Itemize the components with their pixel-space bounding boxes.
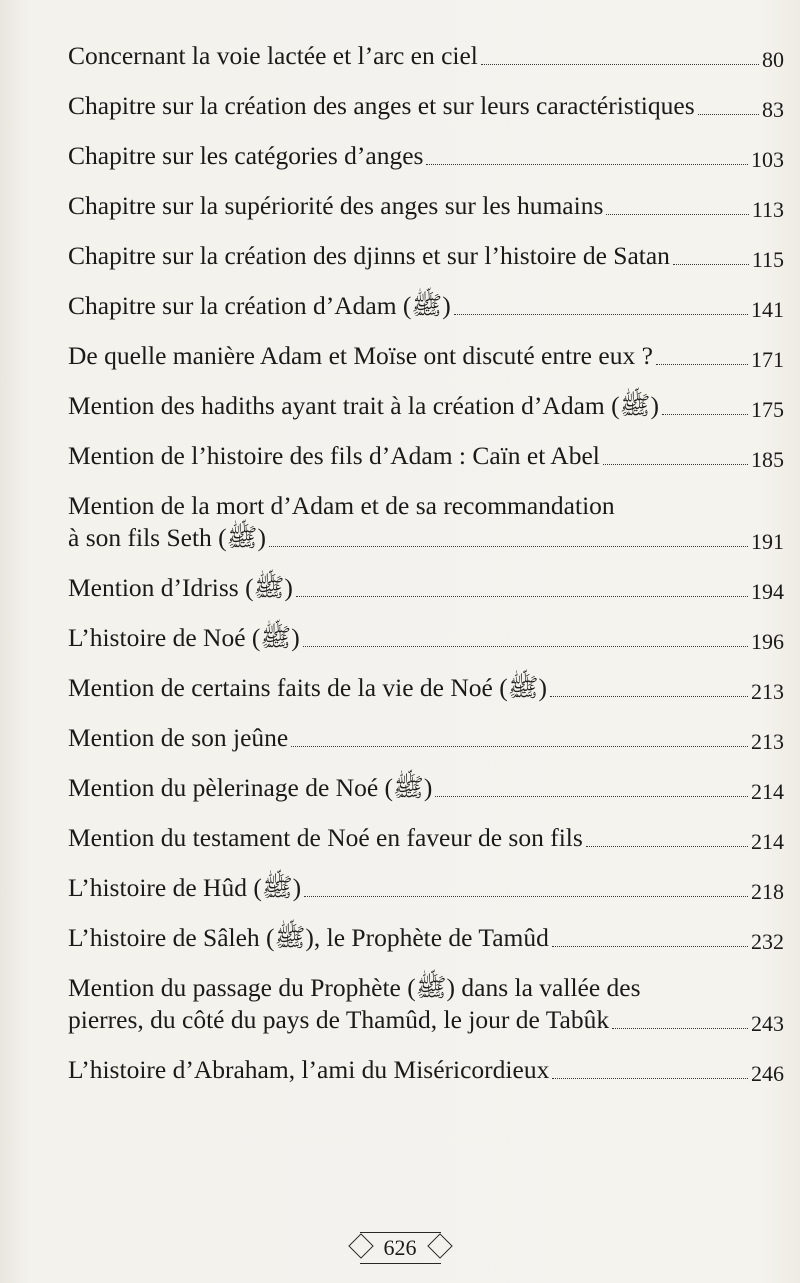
toc-entry [68,90,784,122]
toc-entry [68,622,784,654]
page-footer [0,1232,800,1264]
toc-entry-page: 185 [751,447,784,472]
toc-entry [68,390,784,422]
toc-entry-page: 214 [751,779,784,804]
dot-leader [303,646,748,647]
toc-entry [68,772,784,804]
toc-entry [68,490,784,554]
toc-entry [68,140,784,172]
toc-entry [68,240,784,272]
toc-entry-page: 232 [751,929,784,954]
toc-entry-page: 246 [751,1061,784,1086]
toc-entry-title: Mention du testament de Noé en faveur de son fils [68,823,583,852]
table-of-contents [68,40,784,1104]
toc-entry-page: 196 [751,629,784,654]
toc-entry-page: 194 [751,579,784,604]
toc-entry-page: 103 [751,147,784,172]
toc-entry-page: 218 [751,879,784,904]
dot-leader [586,846,748,847]
toc-entry-title: Chapitre sur la création d’Adam (ﷺ) [68,291,451,320]
toc-entry-title: L’histoire de Noé (ﷺ) [68,623,300,652]
toc-entry [68,722,784,754]
toc-entry-page: 214 [751,829,784,854]
toc-entry-page: 171 [751,347,784,372]
toc-entry [68,872,784,904]
toc-entry-page: 175 [751,397,784,422]
dot-leader [481,64,759,65]
dot-leader [673,264,749,265]
toc-entry [68,290,784,322]
dot-leader [291,746,748,747]
toc-entry-title: L’histoire de Hûd (ﷺ) [68,873,302,902]
toc-entry [68,40,784,72]
toc-entry [68,340,784,372]
toc-entry-page: 141 [751,297,784,322]
dot-leader [698,114,759,115]
dot-leader [269,546,748,547]
toc-entry [68,922,784,954]
dot-leader [662,414,748,415]
toc-entry-page: 213 [751,729,784,754]
toc-entry-title: Mention de l’histoire des fils d’Adam : Caïn et Abel [68,441,600,470]
page-number: 626 [360,1232,441,1264]
dot-leader [552,946,748,947]
toc-entry-title-line2: à son fils Seth (ﷺ) [68,523,266,552]
toc-entry-page: 191 [751,529,784,554]
dot-leader [454,314,748,315]
dot-leader [435,796,748,797]
dot-leader [304,896,748,897]
toc-entry-page: 80 [762,47,784,72]
toc-entry-title-line2: pierres, du côté du pays de Thamûd, le jour de Tabûk [68,1005,610,1034]
dot-leader [603,464,748,465]
toc-entry-title: Mention des hadiths ayant trait à la création d’Adam (ﷺ) [68,391,659,420]
dot-leader [612,1028,748,1029]
toc-entry [68,822,784,854]
dot-leader [552,1078,748,1079]
toc-entry-page: 243 [751,1011,784,1036]
toc-entry [68,672,784,704]
toc-entry-title: L’histoire de Sâleh (ﷺ), le Prophète de Tamûd [68,923,549,952]
toc-entry [68,972,784,1036]
toc-entry-title: Mention de son jeûne [68,723,289,752]
dot-leader [656,364,748,365]
toc-entry-title: Mention de certains faits de la vie de Noé (ﷺ) [68,673,548,702]
toc-entry-title: De quelle manière Adam et Moïse ont discuté entre eux ? [68,341,653,370]
toc-entry-title: Chapitre sur la création des djinns et sur l’histoire de Satan [68,241,670,270]
toc-entry-title: Mention du pèlerinage de Noé (ﷺ) [68,773,433,802]
dot-leader [426,164,748,165]
toc-entry-title: Concernant la voie lactée et l’arc en ciel [68,41,478,70]
toc-entry-page: 83 [762,97,784,122]
toc-entry-title-line1: Mention du passage du Prophète (ﷺ) dans la vallée des [68,973,641,1002]
toc-entry-title: Chapitre sur les catégories d’anges [68,141,424,170]
toc-entry-title: Chapitre sur la création des anges et sur leurs caractéristiques [68,91,695,120]
dot-leader [550,696,748,697]
dot-leader [606,214,748,215]
toc-entry-page: 115 [751,247,784,272]
dot-leader [296,596,748,597]
toc-entry-title-line1: Mention de la mort d’Adam et de sa recommandation [68,491,615,520]
toc-entry [68,440,784,472]
toc-entry-title: Chapitre sur la supériorité des anges sur les humains [68,191,604,220]
toc-entry [68,1054,784,1086]
toc-entry-page: 113 [751,197,784,222]
toc-entry [68,572,784,604]
toc-entry-page: 213 [751,679,784,704]
toc-entry-title: Mention d’Idriss (ﷺ) [68,573,293,602]
toc-entry [68,190,784,222]
toc-entry-title: L’histoire d’Abraham, l’ami du Miséricordieux [68,1055,550,1084]
